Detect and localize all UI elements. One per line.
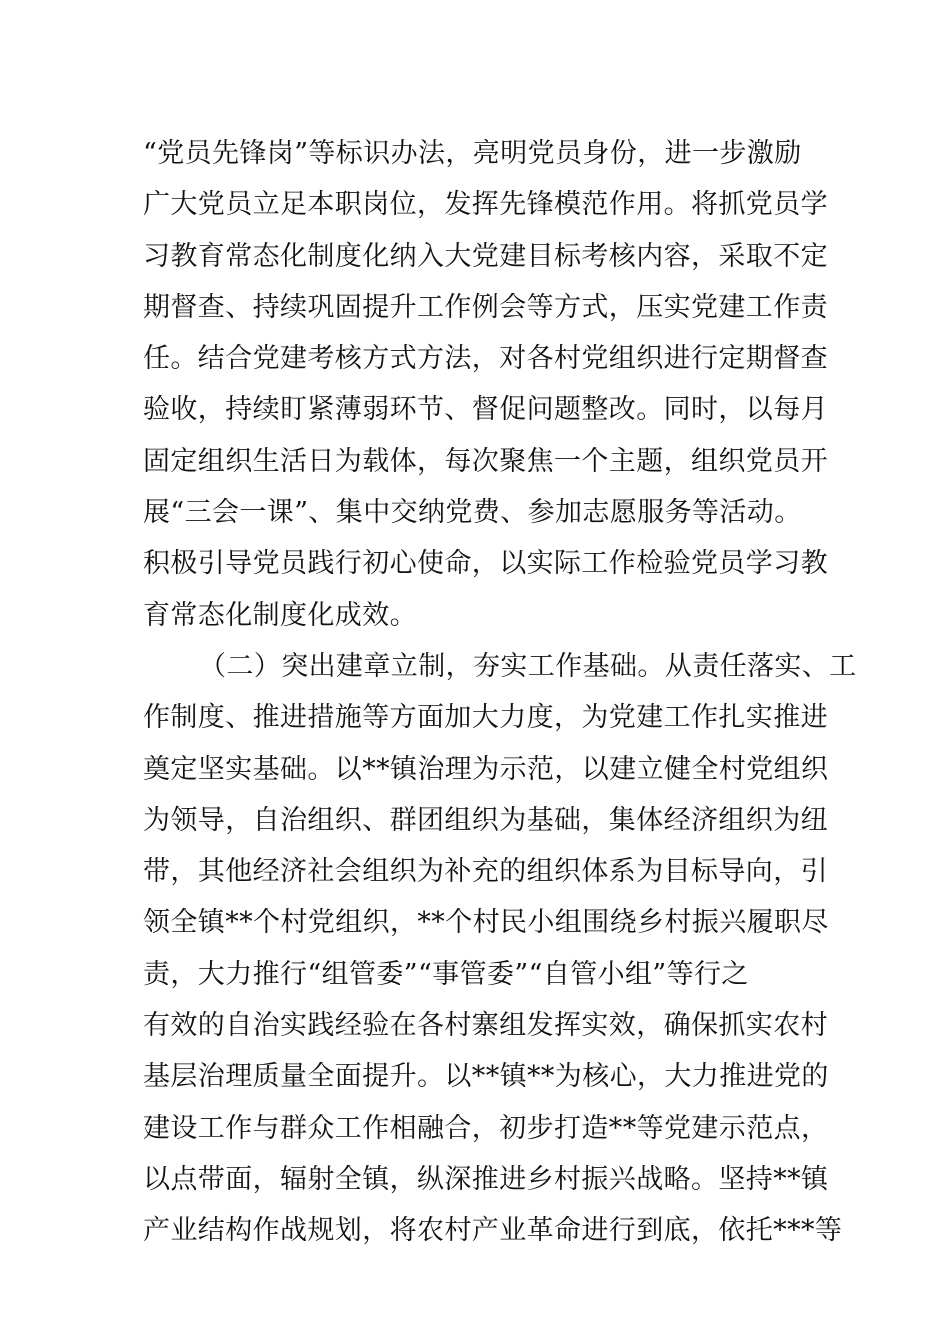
text-line: 育常态化制度化成效。 xyxy=(143,599,417,631)
text-line: 广大党员立足本职岗位，发挥先锋模范作用。将抓党员学 xyxy=(143,189,828,221)
document-body xyxy=(143,128,857,1257)
text-line: 建设工作与群众工作相融合，初步打造**等党建示范点， xyxy=(143,1112,829,1144)
text-line: 习教育常态化制度化纳入大党建目标考核内容，采取不定 xyxy=(143,240,828,272)
text-line: 验收，持续盯紧薄弱环节、督促问题整改。同时，以每月 xyxy=(143,394,828,426)
text-line: 基层治理质量全面提升。以**镇**为核心，大力推进党的 xyxy=(143,1061,829,1093)
text-line: 有效的自治实践经验在各村寨组发挥实效，确保抓实农村 xyxy=(143,1010,828,1042)
text-line: 期督查、持续巩固提升工作例会等方式，压实党建工作责 xyxy=(143,291,828,323)
text-line: 奠定坚实基础。以**镇治理为示范，以建立健全村党组织 xyxy=(143,753,829,785)
text-line: 带，其他经济社会组织为补充的组织体系为目标导向，引 xyxy=(143,856,828,888)
text-line: 为领导，自治组织、群团组织为基础，集体经济组织为纽 xyxy=(143,804,828,836)
text-line: “党员先锋岗”等标识办法，亮明党员身份，进一步激励 xyxy=(143,138,802,169)
text-line: 积极引导党员践行初心使命，以实际工作检验党员学习教 xyxy=(143,548,828,580)
text-line: 作制度、推进措施等方面加大力度，为党建工作扎实推进 xyxy=(143,702,828,734)
text-line: 任。结合党建考核方式方法，对各村党组织进行定期督查 xyxy=(143,343,828,375)
text-line: 责，大力推行“组管委”“事管委”“自管小组”等行之 xyxy=(143,958,749,990)
text-line: 固定组织生活日为载体，每次聚焦一个主题，组织党员开 xyxy=(143,445,828,477)
text-line: 产业结构作战规划，将农村产业革命进行到底，依托***等 xyxy=(143,1215,843,1247)
text-line: 展“三会一课”、集中交纳党费、参加志愿服务等活动。 xyxy=(143,497,802,529)
text-line: 领全镇**个村党组织，**个村民小组围绕乡村振兴履职尽 xyxy=(143,907,829,939)
section-heading-line: （二）突出建章立制，夯实工作基础。从责任落实、工 xyxy=(199,650,857,682)
text-line: 以点带面，辐射全镇，纵深推进乡村振兴战略。坚持**镇 xyxy=(143,1163,829,1195)
